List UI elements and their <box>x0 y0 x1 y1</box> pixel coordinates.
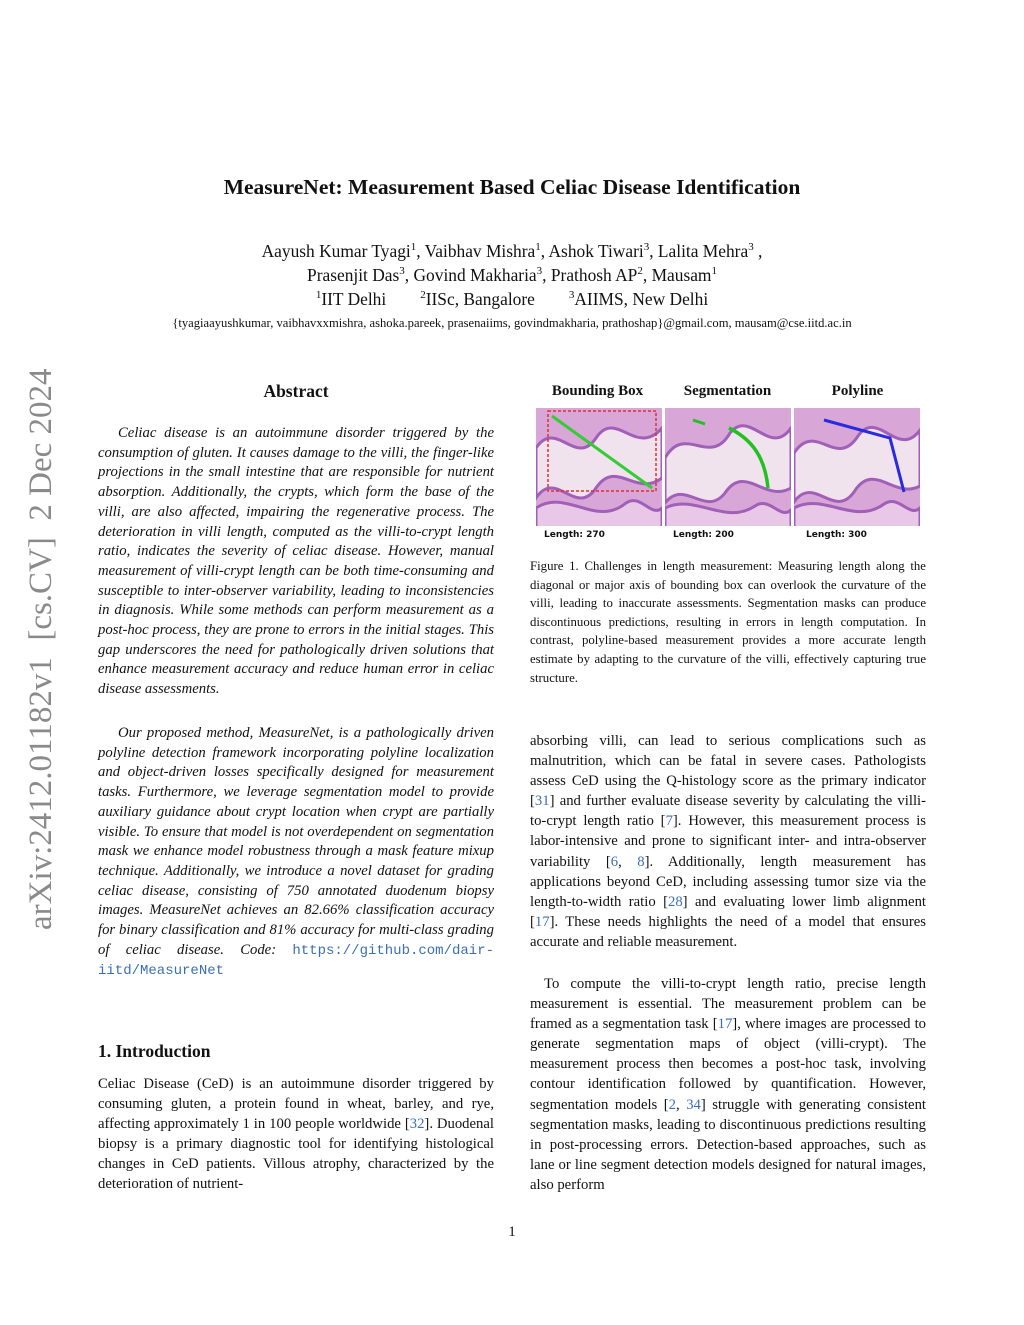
citation-link[interactable]: 28 <box>667 893 683 910</box>
figure-label-segmentation: Segmentation <box>683 383 772 399</box>
right-column-paragraph-1 <box>530 731 926 952</box>
author-affiliation-mark: 3 <box>536 265 543 278</box>
paragraph-text: ]. However, this measurement process is labor-intensive and prone to significant inter- and intra-observer variability [ <box>530 813 926 870</box>
author-affiliation-mark: 1 <box>410 241 417 254</box>
author-affiliation-mark: 3 <box>643 241 650 254</box>
author-name: Ashok Tiwari <box>548 241 644 261</box>
citation-link[interactable]: 17 <box>717 1016 733 1033</box>
author-separator: , <box>753 241 763 261</box>
citation-link[interactable]: 34 <box>686 1096 701 1113</box>
villi-tissue <box>536 428 662 528</box>
citation-link[interactable]: 2 <box>668 1096 677 1113</box>
affiliation <box>420 289 535 310</box>
author-name: Mausam <box>651 265 712 285</box>
citation-link[interactable]: 32 <box>409 1116 425 1133</box>
arxiv-stamp-text: arXiv:2412.01182v1 [cs.CV] 2 Dec 2024 <box>23 368 59 930</box>
citation-link[interactable]: 31 <box>534 793 550 810</box>
author-line-1 <box>0 241 1024 262</box>
citation-link[interactable]: 8 <box>637 853 645 870</box>
introduction-paragraph <box>98 1074 494 1195</box>
introduction-heading: 1. Introduction <box>98 1041 211 1061</box>
author-affiliation-mark: 1 <box>535 241 541 254</box>
paragraph-text: ], where images are processed to generate segmentation maps of object (villi-crypt). The measurement process then becomes a post-hoc task, involving contour identification followed by quantification. However, segmentation models [ <box>530 1016 926 1113</box>
paragraph-text: ]. These needs highlights the need of a model that ensures accurate and reliable measurement. <box>530 913 926 950</box>
figure-caption: Figure 1. Challenges in length measurement: Measuring length along the diagonal or major axis of bounding box can overlook the curvature of the villi, leading to inaccurate assessments. Segmentation masks can produce discontinuous predictions, resulting in errors in length computation. In contrast, polyline-based measurement provides a more accurate length estimate by adapting to the curvature of the villi, effectively capturing true structure. <box>530 559 926 685</box>
panel-length-seg: Length: 200 <box>673 530 734 540</box>
panel-length-poly: Length: 300 <box>806 530 867 540</box>
citation-link[interactable]: 7 <box>665 813 673 830</box>
author-separator: , <box>649 241 658 261</box>
author-separator: , <box>416 241 425 261</box>
abstract-paragraph-1: Celiac disease is an autoimmune disorder triggered by the consumption of gluten. It causes damage to the villi, the finger-like projections in the small intestine that are responsible for nutrient absorption. Additionally, the crypts, which form the base of the villi, are also affected, impairing the regenerative process. The deterioration in villi length, computed as the villi-to-crypt length ratio, indicates the severity of celiac disease. However, manual measurement of villi-crypt length can be both time-consuming and susceptible to inter-observer variability, leading to inconsistencies in diagnosis. While some methods can perform measurement as a post-hoc process, they are prone to errors in the initial stages. This gap underscores the need for pathologically driven solutions that enhance measurement accuracy and reduce human error in celiac disease assessments. <box>98 425 494 698</box>
affiliation <box>316 289 386 310</box>
author-name: Prathosh AP <box>550 265 638 285</box>
author-separator: , <box>542 265 551 285</box>
author-separator: , <box>642 265 652 285</box>
paragraph-text: ]. Duodenal biopsy is a primary diagnostic tool for identifying histological changes in CeD patients. Villous atrophy, characterized by the deterioration of nutrient- <box>98 1116 494 1193</box>
affiliation-number: 1 <box>315 289 322 302</box>
author-name: Govind Makharia <box>413 265 537 285</box>
paragraph-text: ] and further evaluate disease severity by calculating the villi-to-crypt length ratio [ <box>530 793 926 830</box>
panel-length-bbox: Length: 270 <box>544 530 605 540</box>
paragraph-text: To compute the villi-to-crypt length ratio, precise length measurement is essential. The measurement problem can be framed as a segmentation task [ <box>530 976 926 1033</box>
citation-link[interactable]: 6 <box>610 853 619 870</box>
figure-label-polyline: Polyline <box>831 383 884 399</box>
affiliation-name: IIT Delhi <box>321 289 387 309</box>
figure-label-bounding-box: Bounding Box <box>551 383 644 399</box>
figure-panel-bounding-box <box>536 408 662 541</box>
paragraph-text: absorbing villi, can lead to serious complications such as malnutrition, which can be fatal in severe cases. Pathologists assess CeD using the Q-histology score as the primary indicator [ <box>530 733 926 810</box>
affiliation-name: IISc, Bangalore <box>425 289 535 309</box>
author-separator: , <box>540 241 549 261</box>
page-number: 1 <box>508 1224 516 1240</box>
right-column-paragraph-2 <box>530 974 926 1195</box>
abstract-paragraph-2-text: Our proposed method, MeasureNet, is a pathologically driven polyline detection framework incorporating polyline localization and object-driven losses specifically designed for measurement tasks. Furthermore, we leverage segmentation model to provide auxiliary guidance about crypt location when crypt are partially visible. To ensure that model is not overdependent on segmentation mask we enhance model robustness through a mask feature mixup technique. Additionally, we introduce a novel dataset for grading celiac disease, consisting of 750 annotated duodenum biopsy images. MeasureNet achieves an 82.66% classification accuracy for binary classification and 81% accuracy for multi-class grading of celiac disease. Code: <box>98 725 494 958</box>
author-affiliation-mark: 3 <box>399 265 405 278</box>
paragraph-text: ]. Additionally, length measurement has applications beyond CeD, including assessing tumor size via the length-to-width ratio [ <box>530 853 926 910</box>
author-line-2 <box>0 265 1024 286</box>
affiliation-number: 3 <box>568 289 575 302</box>
paragraph-text: ] struggle with generating consistent segmentation masks, leading to discontinuous predictions resulting in post-processing errors. Detection-based approaches, such as lane or line segment detection models designed for natural images, also perform <box>530 1096 926 1193</box>
author-emails: {tyagiaayushkumar, vaibhavxxmishra, ashoka.pareek, prasenaiims, govindmakharia, prathoshap}@gmail.com, mausam@cse.iitd.ac.in <box>172 316 852 330</box>
abstract-heading: Abstract <box>263 381 329 401</box>
author-name: Prasenjit Das <box>307 265 400 285</box>
figure-panel-polyline <box>794 408 920 541</box>
code-link[interactable]: https://github.com/dair-iitd/MeasureNet <box>98 942 494 980</box>
abstract-paragraph-2 <box>98 724 494 982</box>
citation-link[interactable]: 17 <box>534 913 550 930</box>
author-affiliation-mark: 3 <box>748 241 754 254</box>
paragraph-text: , <box>618 853 638 870</box>
author-name: Lalita Mehra <box>657 241 749 261</box>
figure-panel-segmentation <box>665 408 791 541</box>
author-separator: , <box>404 265 414 285</box>
author-name: Aayush Kumar Tyagi <box>261 241 411 261</box>
arxiv-stamp <box>20 360 60 960</box>
affiliation-name: AIIMS, New Delhi <box>574 289 709 309</box>
author-affiliation-mark: 1 <box>711 265 717 278</box>
paragraph-text: , <box>676 1096 687 1113</box>
author-name: Vaibhav Mishra <box>424 241 536 261</box>
affiliation-number: 2 <box>420 289 426 302</box>
paragraph-text: Celiac Disease (CeD) is an autoimmune disorder triggered by consuming gluten, a protein found in wheat, barley, and rye, affecting approximately 1 in 100 people worldwide [ <box>98 1076 494 1133</box>
affiliation <box>569 289 708 310</box>
paragraph-text: ] and evaluating lower limb alignment [ <box>530 893 926 930</box>
author-affiliation-mark: 2 <box>637 265 643 278</box>
affiliations <box>0 289 1024 310</box>
page-title: MeasureNet: Measurement Based Celiac Disease Identification <box>223 175 801 199</box>
